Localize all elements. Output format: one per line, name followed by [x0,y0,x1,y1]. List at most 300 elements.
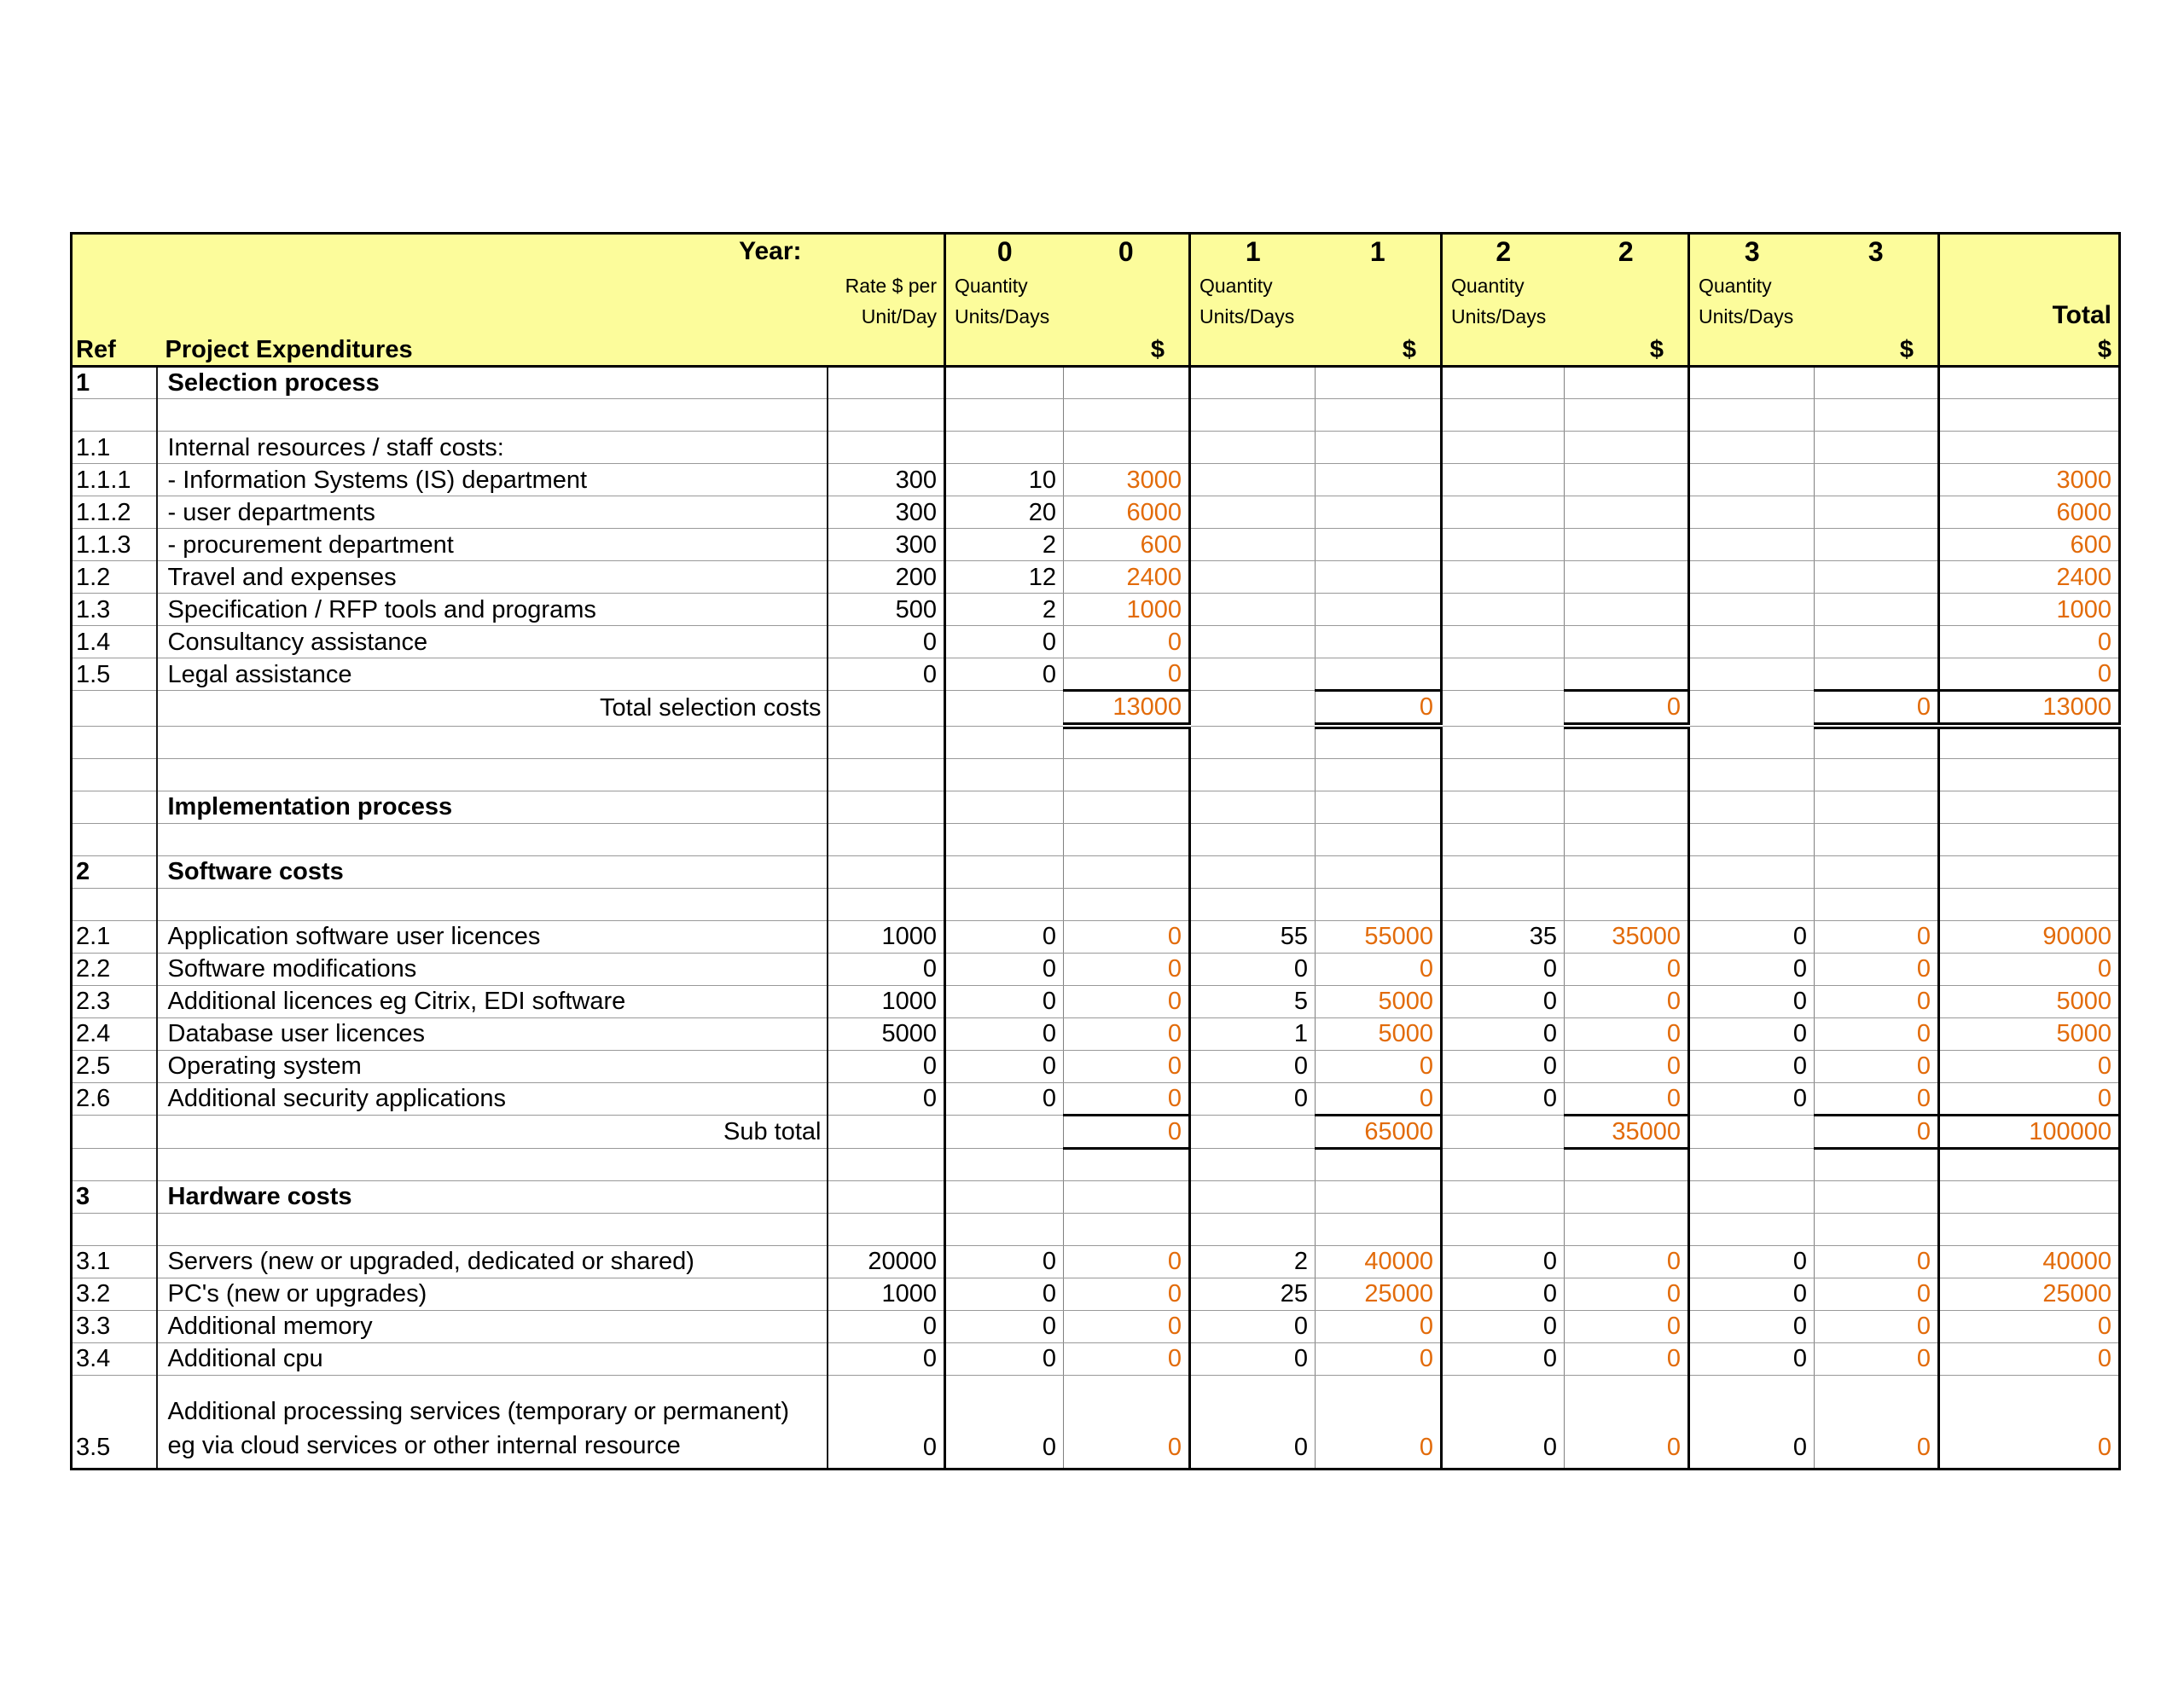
cell-year0-amount: 0 [1064,985,1190,1017]
cell-year2-amount [1565,464,1689,496]
cell-year0-quantity [945,888,1064,920]
cell-year0-quantity: 0 [945,1050,1064,1082]
header-year0-amount-column [1064,234,1190,367]
cell-year0-quantity [945,791,1064,823]
cell-year1-quantity [1190,1115,1316,1148]
total-dollar-label: $ [2097,336,2111,363]
cell-total-amount: 25000 [1939,1278,2120,1310]
cell-year0-quantity: 0 [945,1310,1064,1342]
cell-total-amount: 1000 [1939,594,2120,626]
cell-description: Software costs [157,855,828,888]
cell-year2-amount: 0 [1565,1278,1689,1310]
cell-description: Legal assistance [157,658,828,691]
cell-year3-amount [1815,561,1939,594]
cell-ref: 2.4 [72,1017,157,1050]
cell-description: Consultancy assistance [157,626,828,658]
cell-ref: 1.5 [72,658,157,691]
cell-year1-amount [1316,367,1442,399]
cell-year2-quantity [1442,658,1565,691]
cell-description: Specification / RFP tools and programs [157,594,828,626]
cell-description [157,1213,828,1245]
cell-year2-quantity [1442,594,1565,626]
cell-ref [72,726,157,758]
header-total-column [1939,234,2120,367]
cell-year2-amount [1565,726,1689,758]
cell-year0-amount: 6000 [1064,496,1190,529]
cell-year1-amount: 0 [1316,691,1442,727]
cell-rate-per-unit-day [828,726,945,758]
cell-year1-amount [1316,658,1442,691]
cell-description [157,399,828,432]
cell-year1-quantity [1190,726,1316,758]
cell-year2-quantity: 0 [1442,1050,1565,1082]
cell-year1-quantity: 0 [1190,1082,1316,1115]
year1-number-amount: 1 [1369,236,1385,267]
quantity-header-line1: Quantity [1199,275,1273,297]
table-row [72,1278,2120,1310]
cell-year1-quantity [1190,432,1316,464]
cell-ref [72,1115,157,1148]
cell-year2-amount [1565,658,1689,691]
table-row [72,1082,2120,1115]
cell-year2-amount [1565,758,1689,791]
table-row [72,432,2120,464]
cell-total-amount: 90000 [1939,920,2120,953]
cell-rate-per-unit-day [828,399,945,432]
cell-year3-quantity: 0 [1689,1278,1815,1310]
cell-year3-amount [1815,791,1939,823]
year0-number-amount: 0 [1118,236,1134,267]
cell-year1-quantity [1190,855,1316,888]
cell-ref [72,758,157,791]
cell-total-amount: 6000 [1939,496,2120,529]
cell-ref: 1.4 [72,626,157,658]
cell-year3-amount: 0 [1815,1342,1939,1375]
cell-total-amount [1939,367,2120,399]
cell-year3-amount [1815,367,1939,399]
cell-year2-amount: 0 [1565,1310,1689,1342]
cell-rate-per-unit-day [828,367,945,399]
table-row [72,855,2120,888]
cell-year0-quantity [945,1180,1064,1213]
cell-description: Additional memory [157,1310,828,1342]
cell-year2-quantity [1442,464,1565,496]
cell-year3-quantity [1689,1148,1815,1180]
cell-year1-quantity: 2 [1190,1245,1316,1278]
cell-year0-quantity: 2 [945,529,1064,561]
cell-year0-quantity [945,1148,1064,1180]
cell-description: - Information Systems (IS) department [157,464,828,496]
cell-total-amount: 2400 [1939,561,2120,594]
cell-rate-per-unit-day: 5000 [828,1017,945,1050]
cell-year0-quantity: 2 [945,594,1064,626]
cell-year3-quantity [1689,888,1815,920]
cell-year0-amount: 0 [1064,1017,1190,1050]
header-year2-quantity-column [1442,234,1565,367]
year2-dollar-label: $ [1649,336,1664,363]
cell-year0-amount: 0 [1064,1082,1190,1115]
cell-year0-quantity: 0 [945,1017,1064,1050]
cell-year1-amount [1316,399,1442,432]
cell-year1-quantity [1190,823,1316,855]
cell-year0-amount: 0 [1064,953,1190,985]
cell-total-amount: 0 [1939,1310,2120,1342]
cell-year3-amount: 0 [1815,1245,1939,1278]
cell-year3-amount: 0 [1815,985,1939,1017]
cell-year0-quantity: 0 [945,953,1064,985]
cell-rate-per-unit-day [828,855,945,888]
year1-dollar-label: $ [1402,336,1416,363]
cell-description: Hardware costs [157,1180,828,1213]
cell-description: Implementation process [157,791,828,823]
table-row [72,529,2120,561]
cell-ref: 2.6 [72,1082,157,1115]
cell-year1-amount: 0 [1316,1082,1442,1115]
cell-total-amount [1939,399,2120,432]
cell-year0-quantity: 0 [945,1082,1064,1115]
cell-description: Selection process [157,367,828,399]
cell-year0-quantity: 0 [945,985,1064,1017]
header-rate-column [828,234,945,367]
quantity-header-line1: Quantity [1699,275,1772,297]
header-ref-column [72,234,157,367]
year2-number: 2 [1496,236,1512,267]
ref-header-label: Ref [76,336,116,363]
total-header-label: Total [2052,301,2111,329]
cell-rate-per-unit-day: 300 [828,496,945,529]
cell-rate-per-unit-day [828,758,945,791]
cell-ref: 3.2 [72,1278,157,1310]
cell-year1-amount: 0 [1316,1050,1442,1082]
table-row [72,985,2120,1017]
cell-year1-quantity: 0 [1190,953,1316,985]
rate-header-line2: Unit/Day [861,305,937,328]
cell-year1-amount: 65000 [1316,1115,1442,1148]
cell-year3-quantity [1689,658,1815,691]
cell-rate-per-unit-day: 500 [828,594,945,626]
cell-rate-per-unit-day: 0 [828,953,945,985]
cell-year3-quantity: 0 [1689,920,1815,953]
cell-year0-quantity [945,855,1064,888]
cell-year0-amount: 600 [1064,529,1190,561]
cell-year3-amount [1815,496,1939,529]
cell-year1-quantity [1190,791,1316,823]
cell-year0-amount: 1000 [1064,594,1190,626]
cell-year0-amount: 2400 [1064,561,1190,594]
cell-description: Additional processing services (temporary or permanent) eg via cloud services or other internal resource [157,1375,828,1469]
cell-rate-per-unit-day: 300 [828,529,945,561]
cell-year1-quantity [1190,464,1316,496]
table-row [72,367,2120,399]
cell-year3-amount [1815,658,1939,691]
cell-year1-amount [1316,1180,1442,1213]
table-row [72,496,2120,529]
cell-year3-quantity [1689,529,1815,561]
cell-year0-quantity: 0 [945,1342,1064,1375]
expenditure-table [70,232,2121,1470]
cell-year3-amount [1815,1180,1939,1213]
cell-year0-amount: 0 [1064,1375,1190,1469]
cell-year0-amount: 0 [1064,1278,1190,1310]
cell-ref: 3 [72,1180,157,1213]
cell-total-amount: 100000 [1939,1115,2120,1148]
cell-rate-per-unit-day: 1000 [828,1278,945,1310]
cell-year2-quantity [1442,399,1565,432]
cell-total-amount [1939,791,2120,823]
cell-year3-quantity [1689,432,1815,464]
cell-year1-amount [1316,1148,1442,1180]
cell-year3-amount: 0 [1815,1050,1939,1082]
cell-year0-quantity [945,367,1064,399]
cell-description: - user departments [157,496,828,529]
cell-description: Software modifications [157,953,828,985]
cell-description: Application software user licences [157,920,828,953]
cell-year1-quantity [1190,399,1316,432]
cell-total-amount: 0 [1939,953,2120,985]
table-row [72,758,2120,791]
cell-year2-amount: 0 [1565,953,1689,985]
cell-description: Total selection costs [157,691,828,727]
cell-year2-amount [1565,791,1689,823]
cell-year2-amount [1565,367,1689,399]
cell-year3-amount: 0 [1815,1278,1939,1310]
cell-year1-quantity [1190,888,1316,920]
cell-year3-amount: 0 [1815,1082,1939,1115]
cell-year3-amount [1815,855,1939,888]
cell-ref [72,791,157,823]
table-row [72,1213,2120,1245]
cell-year3-quantity: 0 [1689,1375,1815,1469]
cell-total-amount: 0 [1939,1082,2120,1115]
year3-number-amount: 3 [1867,236,1884,267]
cell-description [157,726,828,758]
cell-year3-quantity [1689,367,1815,399]
table-row [72,464,2120,496]
table-row [72,1050,2120,1082]
cell-year0-amount [1064,1148,1190,1180]
cell-description: PC's (new or upgrades) [157,1278,828,1310]
cell-year1-quantity [1190,1148,1316,1180]
cell-year3-quantity: 0 [1689,1310,1815,1342]
cell-year2-amount: 0 [1565,1375,1689,1469]
cell-year1-amount [1316,791,1442,823]
cell-year3-amount [1815,823,1939,855]
cell-year0-quantity: 0 [945,1245,1064,1278]
cell-year2-amount: 0 [1565,1342,1689,1375]
cell-year0-quantity [945,1115,1064,1148]
cell-year1-amount [1316,726,1442,758]
cell-ref: 3.5 [72,1375,157,1469]
cell-year2-quantity [1442,626,1565,658]
cell-year2-amount [1565,432,1689,464]
cell-year0-amount [1064,399,1190,432]
cell-year3-amount [1815,726,1939,758]
cell-year2-quantity: 0 [1442,953,1565,985]
cell-year2-quantity [1442,1180,1565,1213]
cell-year3-quantity [1689,1180,1815,1213]
quantity-header-line2: Units/Days [955,305,1050,328]
cell-description: Additional cpu [157,1342,828,1375]
cell-total-amount: 0 [1939,1375,2120,1469]
cell-year1-amount [1316,888,1442,920]
cell-year2-quantity [1442,758,1565,791]
cell-total-amount [1939,1213,2120,1245]
cell-year0-quantity: 20 [945,496,1064,529]
header-year1-quantity-column [1190,234,1316,367]
table-row [72,888,2120,920]
cell-ref [72,823,157,855]
table-row [72,399,2120,432]
table-row [72,1342,2120,1375]
cell-total-amount [1939,1180,2120,1213]
cell-year0-quantity [945,691,1064,727]
cell-year0-quantity: 10 [945,464,1064,496]
cell-year1-quantity [1190,367,1316,399]
cell-ref: 1.2 [72,561,157,594]
cell-rate-per-unit-day: 20000 [828,1245,945,1278]
cell-year1-amount [1316,823,1442,855]
cell-year0-amount [1064,758,1190,791]
cell-year2-amount [1565,496,1689,529]
cell-total-amount: 0 [1939,1050,2120,1082]
cell-year3-quantity [1689,464,1815,496]
cell-year2-amount: 0 [1565,1017,1689,1050]
cell-year1-amount: 55000 [1316,920,1442,953]
cell-ref: 1.1.3 [72,529,157,561]
cell-year3-amount [1815,758,1939,791]
cell-year2-quantity [1442,823,1565,855]
expenditure-table-body [72,367,2120,1470]
cell-total-amount: 600 [1939,529,2120,561]
cell-year2-quantity: 35 [1442,920,1565,953]
cell-year1-quantity: 0 [1190,1050,1316,1082]
cell-year2-amount [1565,1180,1689,1213]
cell-description [157,1148,828,1180]
cell-year1-quantity: 0 [1190,1375,1316,1469]
cell-year1-quantity [1190,758,1316,791]
cell-year2-quantity [1442,791,1565,823]
cell-year0-amount: 0 [1064,1342,1190,1375]
cell-year3-quantity [1689,823,1815,855]
cell-year2-amount: 0 [1565,691,1689,727]
year0-dollar-label: $ [1150,336,1165,363]
cell-total-amount: 0 [1939,658,2120,691]
cell-year3-quantity [1689,399,1815,432]
cell-description [157,758,828,791]
table-row [72,626,2120,658]
cell-year0-amount: 0 [1064,658,1190,691]
cell-year1-amount: 40000 [1316,1245,1442,1278]
cell-year2-amount [1565,1148,1689,1180]
cell-ref [72,399,157,432]
cell-year2-amount: 35000 [1565,1115,1689,1148]
cell-year2-quantity [1442,1213,1565,1245]
cell-year3-quantity: 0 [1689,1245,1815,1278]
year-label: Year: [739,237,802,265]
cell-year1-quantity [1190,529,1316,561]
cell-year3-amount [1815,1213,1939,1245]
cell-description [157,823,828,855]
cell-year2-quantity [1442,496,1565,529]
cell-ref: 3.4 [72,1342,157,1375]
cell-description: Travel and expenses [157,561,828,594]
cell-year3-amount [1815,626,1939,658]
cell-year0-quantity: 0 [945,1375,1064,1469]
cell-year3-amount [1815,464,1939,496]
cell-year2-quantity: 0 [1442,1278,1565,1310]
cell-rate-per-unit-day [828,1213,945,1245]
cell-year3-amount: 0 [1815,1017,1939,1050]
cell-rate-per-unit-day: 0 [828,1342,945,1375]
cell-year3-quantity [1689,496,1815,529]
cell-year3-amount [1815,1148,1939,1180]
cell-year3-amount [1815,432,1939,464]
cell-rate-per-unit-day: 0 [828,1375,945,1469]
cell-year1-amount [1316,758,1442,791]
cell-year2-quantity [1442,1148,1565,1180]
cell-year2-quantity [1442,855,1565,888]
cell-ref: 2.1 [72,920,157,953]
table-row [72,561,2120,594]
year2-number-amount: 2 [1618,236,1634,267]
table-row [72,1017,2120,1050]
cell-year0-quantity [945,1213,1064,1245]
cell-total-amount [1939,726,2120,758]
cell-year1-quantity: 0 [1190,1310,1316,1342]
cell-year1-amount [1316,432,1442,464]
cell-year3-quantity [1689,726,1815,758]
cell-year0-quantity [945,823,1064,855]
cell-description: Database user licences [157,1017,828,1050]
cell-year0-amount [1064,888,1190,920]
cell-year3-quantity [1689,1213,1815,1245]
cell-rate-per-unit-day: 1000 [828,920,945,953]
cell-year0-quantity: 12 [945,561,1064,594]
cell-description: Additional licences eg Citrix, EDI software [157,985,828,1017]
cell-year3-amount: 0 [1815,691,1939,727]
cell-year1-quantity [1190,658,1316,691]
cell-rate-per-unit-day [828,1148,945,1180]
cell-year0-amount: 3000 [1064,464,1190,496]
cell-ref: 1.1.1 [72,464,157,496]
cell-total-amount: 5000 [1939,1017,2120,1050]
header-year3-amount-column [1815,234,1939,367]
cell-year0-amount: 0 [1064,1245,1190,1278]
cell-rate-per-unit-day: 1000 [828,985,945,1017]
cell-year3-quantity: 0 [1689,1342,1815,1375]
cell-rate-per-unit-day: 0 [828,1310,945,1342]
cell-ref [72,888,157,920]
cell-description: Internal resources / staff costs: [157,432,828,464]
cell-year0-amount [1064,367,1190,399]
cell-year1-amount [1316,464,1442,496]
cell-ref: 2.5 [72,1050,157,1082]
quantity-header-line1: Quantity [1451,275,1525,297]
cell-year0-amount [1064,726,1190,758]
year3-dollar-label: $ [1899,336,1914,363]
cell-year0-quantity: 0 [945,626,1064,658]
cell-year0-quantity [945,432,1064,464]
cell-ref: 2 [72,855,157,888]
cell-ref: 3.1 [72,1245,157,1278]
cell-year2-quantity [1442,561,1565,594]
cell-rate-per-unit-day: 0 [828,1050,945,1082]
header-row [72,234,2120,367]
cell-year2-amount [1565,529,1689,561]
cell-year2-amount [1565,1213,1689,1245]
cell-year3-quantity [1689,691,1815,727]
cell-rate-per-unit-day: 0 [828,1082,945,1115]
